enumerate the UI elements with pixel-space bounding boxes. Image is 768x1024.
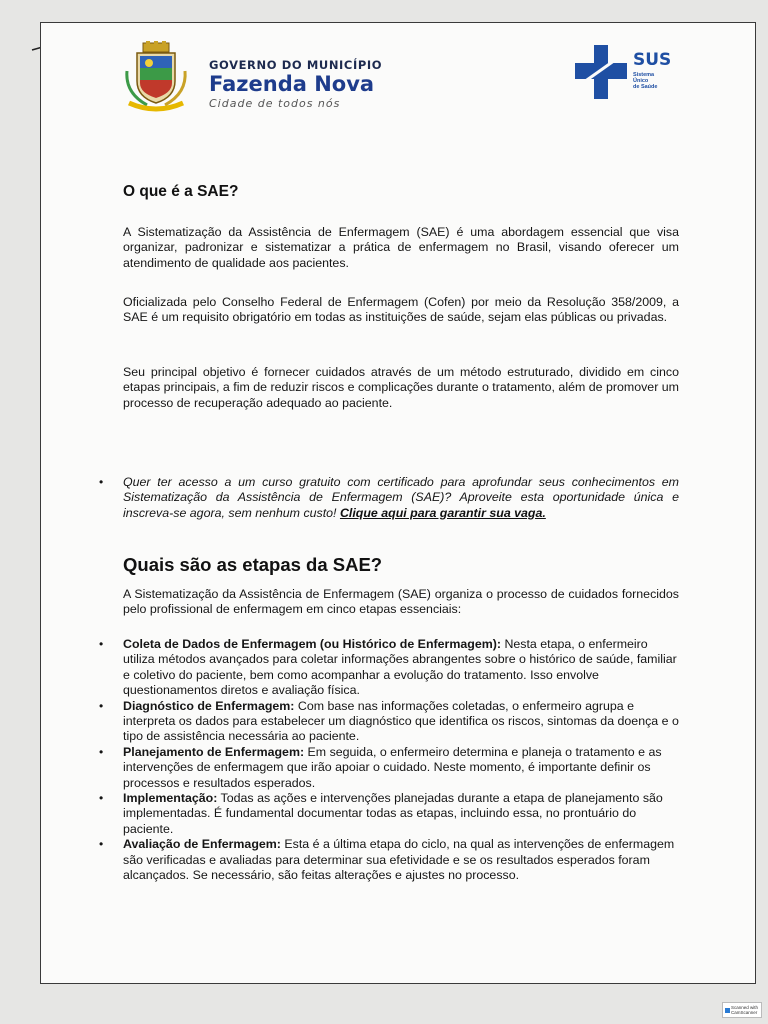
municipality-header: [209, 58, 382, 110]
step-text: Esta é a última etapa do ciclo, na qual as intervenções de enfermagem são verificadas e avaliadas para determinar sua efetividade e se os resultados esperados foram alcançados. Se necessário, são feitas alterações e ajustes no processo.: [123, 837, 675, 883]
step-term: Avaliação de Enfermagem:: [123, 837, 281, 852]
paragraph-steps-intro: A Sistematização da Assistência de Enfermagem (SAE) organiza o processo de cuidados fornecidos pelo profissional de enfermagem em cinco etapas essenciais:: [123, 587, 679, 617]
sus-subtitle: [633, 72, 657, 90]
steps-list: [99, 637, 679, 884]
paragraph-sae-objective: Seu principal objetivo é fornecer cuidados através de um método estruturado, dividido em cinco etapas principais, a fim de reduzir riscos e complicações durante o tratamento, além de promover um processo de recuperação adequado ao paciente.: [123, 365, 679, 410]
promo-signup-link[interactable]: Clique aqui para garantir sua vaga.: [339, 505, 546, 520]
step-bullet: •: [99, 744, 104, 759]
step-text: Todas as ações e intervenções planejadas durante a etapa de planejamento são implementadas. É fundamental documentar todas as etapas, incluindo essa, no prontuário do paciente.: [123, 791, 663, 836]
list-item: [99, 791, 679, 837]
section-title-sae: O que é a SAE?: [123, 183, 239, 200]
step-bullet: •: [99, 791, 104, 806]
camscanner-badge: [722, 1002, 762, 1018]
city-name: Fazenda Nova: [209, 72, 375, 96]
scanner-line-1: Scanned with: [731, 1005, 759, 1010]
sus-label: SUS: [633, 50, 672, 70]
step-term: Coleta de Dados de Enfermagem (ou Histórico de Enfermagem):: [123, 637, 501, 651]
step-term: Planejamento de Enfermagem:: [123, 744, 305, 759]
government-label: GOVERNO DO MUNICÍPIO: [209, 58, 383, 72]
step-term: Implementação:: [123, 791, 218, 806]
step-bullet: •: [99, 698, 104, 713]
paragraph-sae-definition: A Sistematização da Assistência de Enfermagem (SAE) é uma abordagem essencial que visa organizar, padronizar e sistematizar a prática de enfermagem no Brasil, visando oferecer um atendimento de qualidade aos pacientes.: [123, 225, 679, 270]
promo-text: Quer ter acesso a um curso gratuito com certificado para aprofundar seus conhecimentos em Sistematização da Assistência de Enfermagem (SAE)? Aproveite esta oportunidade única e inscreva-se agora, sem nenhum custo!: [123, 475, 679, 520]
step-text: Em seguida, o enfermeiro determina e planeja o tratamento e as intervenções de enfermagem que irão apoiar o cuidado. Neste momento, é importante definir os processos e resultados esperados.: [123, 744, 662, 790]
step-text: Com base nas informações coletadas, o enfermeiro agrupa e interpreta os dados para estabelecer um diagnóstico que identifica os riscos, sintomas da doença e o tipo de assistência necessária ao paciente.: [123, 698, 679, 744]
list-item: [99, 698, 679, 745]
camscanner-icon: [725, 1008, 730, 1013]
sus-sub-line-1: Sistema: [633, 72, 655, 78]
sus-sub-line-2: Único: [633, 78, 649, 84]
step-term: Diagnóstico de Enfermagem:: [123, 698, 295, 713]
list-item: [99, 744, 679, 791]
course-promo: [99, 475, 679, 521]
step-bullet: •: [99, 837, 104, 852]
list-item: [99, 637, 679, 699]
city-motto: Cidade de todos nós: [209, 97, 341, 110]
document-page: [40, 22, 756, 984]
sus-sub-line-3: de Saúde: [633, 84, 658, 90]
paragraph-sae-cofen: Oficializada pelo Conselho Federal de Enfermagem (Cofen) por meio da Resolução 358/2009, a SAE é um requisito obrigatório em todas as instituições de saúde, sejam elas públicas ou privadas.: [123, 295, 679, 325]
scanner-line-2: CamScanner: [731, 1010, 758, 1015]
step-bullet: •: [99, 637, 104, 651]
municipal-crest-icon: [123, 41, 189, 113]
step-text: Nesta etapa, o enfermeiro utiliza métodos avançados para coletar informações abrangentes sobre o histórico de saúde, familiar e coletivo do paciente, bem como acompanhar a evolução do tratamento. Isso envolve questionamentos diretos e avaliação física.: [123, 637, 677, 698]
section-title-steps: Quais são as etapas da SAE?: [123, 554, 383, 575]
promo-bullet: •: [99, 475, 104, 489]
list-item: [99, 837, 679, 883]
